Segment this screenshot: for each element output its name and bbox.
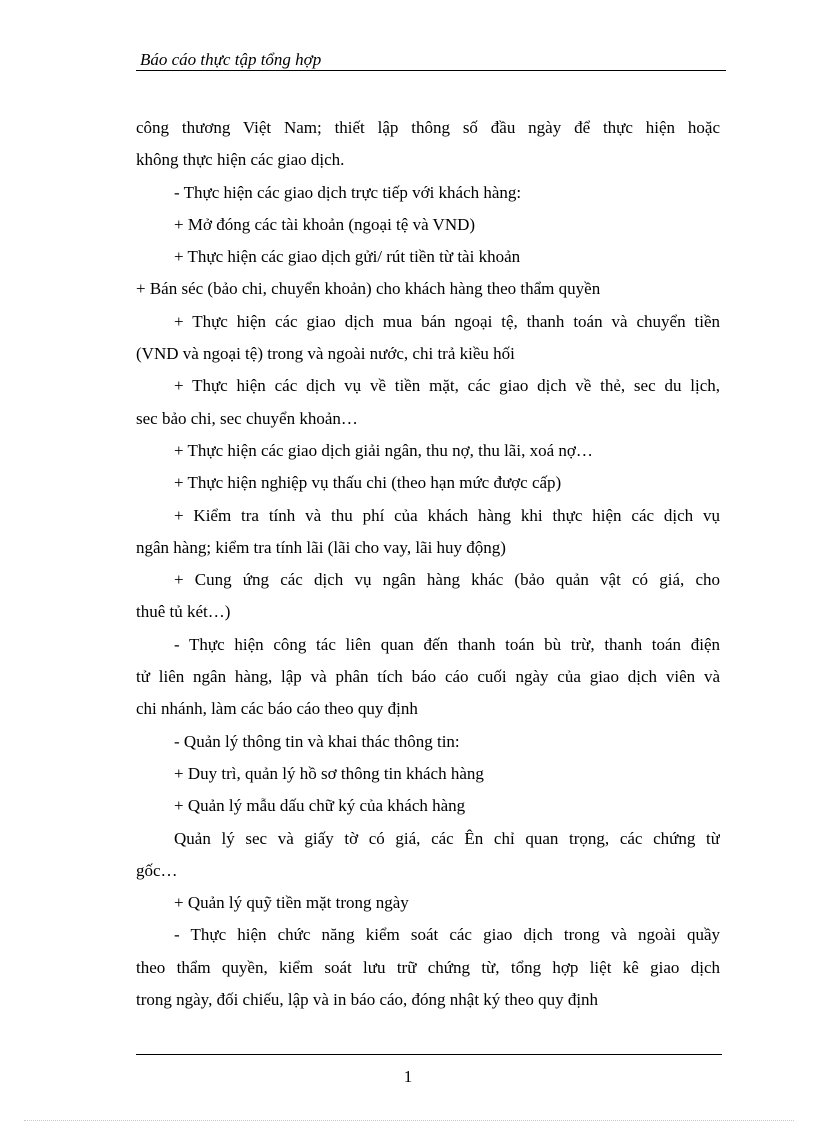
- text-line: + Duy trì, quản lý hồ sơ thông tin khách hàng: [174, 763, 484, 783]
- text-line: (VND và ngoại tệ) trong và ngoài nước, chi trả kiều hối: [136, 344, 515, 364]
- text-line: + Thực hiện các giao dịch gửi/ rút tiền từ tài khoản: [174, 247, 521, 267]
- page-edge-divider: [24, 1120, 794, 1121]
- text-line: + Thực hiện nghiệp vụ thấu chi (theo hạn mức được cấp): [174, 473, 562, 493]
- header-title: Báo cáo thực tập tổng hợp: [140, 50, 322, 69]
- text-line: công thương Việt Nam; thiết lập thông số đầu ngày để thực hiện hoặc: [136, 118, 720, 137]
- text-line: trong ngày, đối chiếu, lập và in báo cáo, đóng nhật ký theo quy định: [136, 990, 599, 1010]
- text-line: - Thực hiện các giao dịch trực tiếp với khách hàng:: [174, 182, 522, 202]
- text-line: + Thực hiện các giao dịch giải ngân, thu nợ, thu lãi, xoá nợ…: [174, 440, 593, 460]
- text-line: ngân hàng; kiểm tra tính lãi (lãi cho vay, lãi huy động): [136, 537, 506, 557]
- text-line: + Quản lý mẫu dấu chữ ký của khách hàng: [174, 796, 466, 816]
- text-line: + Thực hiện các dịch vụ về tiền mặt, các giao dịch về thẻ, sec du lịch,: [174, 376, 720, 396]
- footer-rule: [136, 1054, 722, 1055]
- text-line: - Thực hiện công tác liên quan đến thanh toán bù trừ, thanh toán điện: [174, 634, 720, 654]
- text-line: + Cung ứng các dịch vụ ngân hàng khác (bảo quản vật có giá, cho: [174, 570, 720, 590]
- text-line: + Thực hiện các giao dịch mua bán ngoại tệ, thanh toán và chuyển tiền: [174, 311, 720, 331]
- text-line: tử liên ngân hàng, lập và phân tích báo cáo cuối ngày của giao dịch viên và: [136, 667, 720, 687]
- text-line: + Bán séc (bảo chi, chuyển khoản) cho khách hàng theo thẩm quyền: [136, 279, 601, 299]
- page-header: [136, 50, 726, 71]
- text-line: + Quản lý quỹ tiền mặt trong ngày: [174, 893, 409, 913]
- page-number: 1: [403, 1067, 413, 1086]
- text-line: thuê tủ két…): [136, 602, 231, 622]
- text-line: - Thực hiện chức năng kiểm soát các giao dịch trong và ngoài quầy: [174, 925, 720, 945]
- text-line: + Kiểm tra tính và thu phí của khách hàng khi thực hiện các dịch vụ: [174, 505, 720, 525]
- text-line: + Mở đóng các tài khoản (ngoại tệ và VND): [174, 214, 476, 234]
- text-line: chi nhánh, làm các báo cáo theo quy định: [136, 699, 418, 719]
- text-line: gốc…: [136, 860, 178, 880]
- text-line: Quản lý sec và giấy tờ có giá, các Ên chỉ quan trọng, các chứng từ: [174, 828, 720, 848]
- body-text: [136, 112, 720, 1016]
- text-line: theo thẩm quyền, kiểm soát lưu trữ chứng từ, tổng hợp liệt kê giao dịch: [136, 957, 720, 977]
- text-line: không thực hiện các giao dịch.: [136, 150, 345, 170]
- text-line: sec bảo chi, sec chuyển khoản…: [136, 408, 358, 428]
- text-line: - Quản lý thông tin và khai thác thông tin:: [174, 731, 460, 751]
